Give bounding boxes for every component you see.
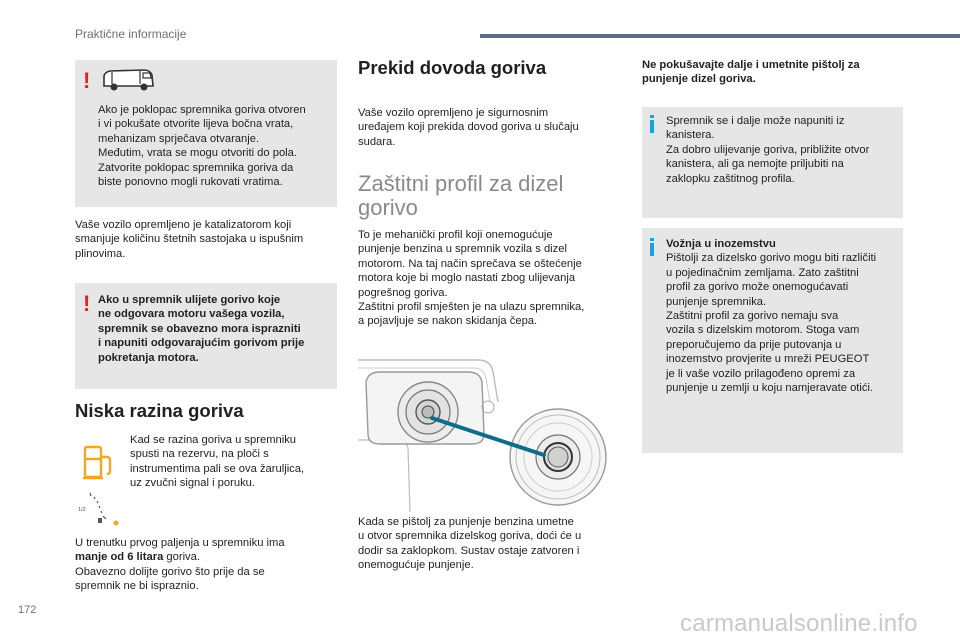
watermark: carmanualsonline.info [680,610,918,637]
header-bar [480,34,960,38]
fuel-cutoff-text: Vaše vozilo opremljeno je sigurnosnim uređajem koji prekida dovod goriva u slučaju sudara. [358,107,579,148]
fuel-pump-icon [82,443,116,483]
info-icon [650,115,654,133]
diesel-profile-heading: Zaštitni profil za dizel gorivo [358,171,564,220]
info-abroad-text: Vožnja u inozemstvu Pištolji za dizelsko gorivo mogu biti različiti u pojedinačnim zemljama. Zato zaštitni profil za gorivo može onemogućavati punjenje spremnika. Zaštitni profil za gorivo nemaju sva vozila s dizelskim motorom. Stoga vam preporučujemo da prije putovanja u inozemstvo provjerite u mreži PEUGEOT je li vaše vozilo prilagođeno opremi za punjenje u zemlji u koju namjeravate otići. [666,238,877,395]
low-fuel-text: Kad se razina goriva u spremniku spusti na rezervu, na ploči s instrumentima pali se ova žaruljica, uz zvučni signal i poruku. [130,434,305,490]
fuel-gauge-icon [76,488,126,528]
warning-box-fuel [75,283,337,389]
catalyst-paragraph: Vaše vozilo opremljeno je katalizatorom koji smanjuje količinu štetnih sastojaka u ispušnim plinovima. [75,219,304,260]
page-number: 172 [18,604,37,616]
van-icon [100,66,156,92]
diesel-profile-text: To je mehanički profil koji onemogućuje punjenje benzina u spremnik vozila s dizel motorom. Na taj način sprečava se oštećenje motora koje bi moglo nastati zbog ulijevanja pogrešnog goriva. Zaštitni profil smješten je na ulazu spremnika, a pojavljuje se nakon skidanja čepa. [358,229,585,328]
info-box-canister [642,107,903,218]
low-fuel-heading: Niska razina goriva [75,400,244,421]
info-box-abroad [642,228,903,453]
fuel-cutoff-heading: Prekid dovoda goriva [358,57,547,78]
info-canister-text: Spremnik se i dalje može napuniti iz kanistera. Za dobro ulijevanje goriva, približite otvor kanistera, ali ga nemojte priljubiti na zaklopku zaštitnog profila. [666,115,870,185]
info-icon [650,238,654,256]
warning-icon: ! [83,68,91,93]
first-start-paragraph: U trenutku prvog paljenja u spremniku ima manje od 6 litara goriva. Obavezno dolijte gorivo što prije da se spremnik ne bi ispraznio. [75,537,285,593]
diesel-nozzle-note: Ne pokušavajte dalje i umetnite pištolj za punjenje dizel goriva. [642,59,860,86]
gauge-label: 1/2 [78,507,86,513]
warning-fuel-text: Ako u spremnik ulijete gorivo koje ne odgovara motoru vašega vozila, spremnik se obavezno mora isprazniti i napuniti odgovarajućim gorivom prije pokretanja motora. [98,294,305,364]
section-header: Praktične informacije [75,27,187,41]
petrol-nozzle-text: Kada se pištolj za punjenje benzina umetne u otvor spremnika dizelskog goriva, doći će u dodir sa zaklopkom. Sustav ostaje zatvoren i onemogućuje punjenje. [358,516,582,572]
fuel-filler-illustration [358,352,608,512]
warning-box-door [75,60,337,207]
warning-door-text: Ako je poklopac spremnika goriva otvoren i vi pokušate otvorite lijeva bočna vrata, mehanizam sprječava otvaranje. Međutim, vrata se mogu otvoriti do pola. Zatvorite poklopac spremnika goriva da biste ponovno mogli rukovati vratima. [98,104,306,189]
warning-icon: ! [83,291,91,316]
